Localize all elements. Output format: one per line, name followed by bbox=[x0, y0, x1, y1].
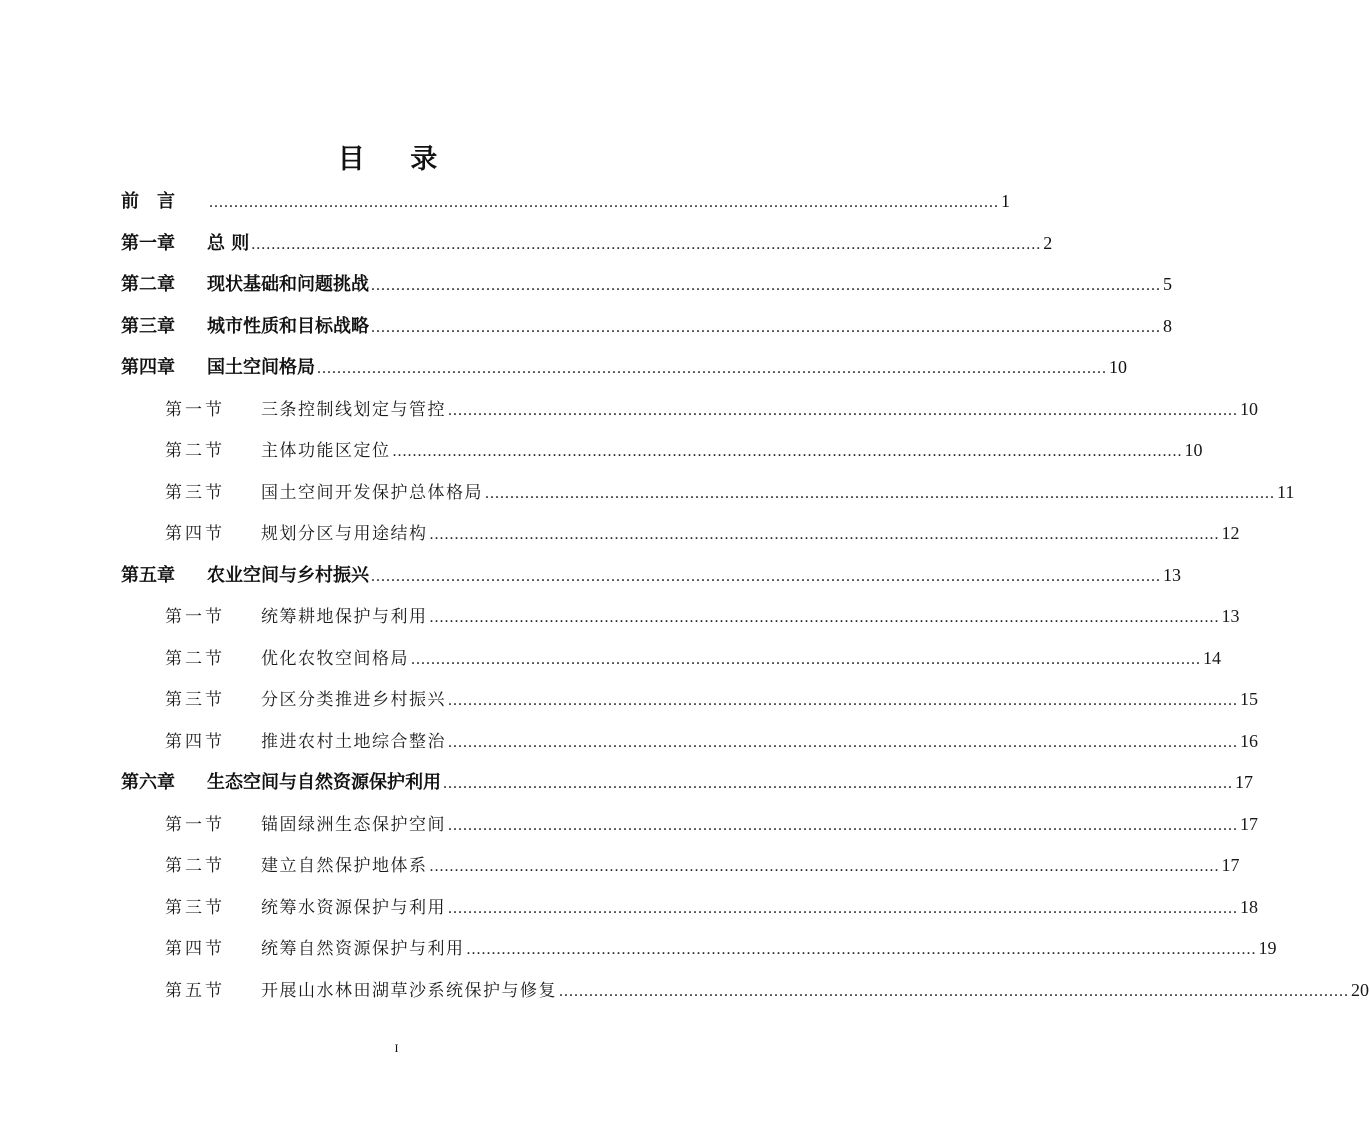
entry-page: 8 bbox=[1163, 316, 1172, 336]
entry-title: 国土空间格局 bbox=[207, 357, 315, 378]
entry-number: 第三节 bbox=[165, 690, 225, 710]
dot-leader: .............................................................................................................................................................. bbox=[559, 983, 1349, 1000]
toc-entry[interactable] bbox=[121, 228, 1053, 258]
entry-page: 17 bbox=[1221, 855, 1240, 875]
entry-title: 统筹自然资源保护与利用 bbox=[261, 939, 465, 959]
toc-entry[interactable] bbox=[121, 767, 1253, 797]
entry-title: 建立自然保护地体系 bbox=[261, 856, 428, 876]
dot-leader: .............................................................................................................................................................. bbox=[429, 526, 1220, 543]
toc-entry[interactable] bbox=[165, 477, 1295, 507]
entry-page: 5 bbox=[1163, 274, 1172, 294]
entry-number: 第一章 bbox=[121, 233, 175, 254]
toc-entry[interactable] bbox=[165, 892, 1258, 922]
entry-number: 第四节 bbox=[165, 732, 225, 752]
entry-title: 优化农牧空间格局 bbox=[261, 649, 409, 669]
dot-leader: .............................................................................................................................................................. bbox=[371, 319, 1161, 336]
entry-page: 11 bbox=[1277, 482, 1295, 502]
entry-title: 生态空间与自然资源保护利用 bbox=[207, 772, 441, 793]
dot-leader: .............................................................................................................................................................. bbox=[371, 568, 1161, 585]
toc-entry[interactable] bbox=[165, 933, 1277, 963]
entry-page: 16 bbox=[1240, 731, 1258, 751]
entry-page: 2 bbox=[1043, 233, 1053, 253]
entry-title: 三条控制线划定与管控 bbox=[261, 400, 446, 420]
entry-number: 前 言 bbox=[121, 191, 175, 212]
entry-number: 第三节 bbox=[165, 898, 225, 918]
entry-number: 第二节 bbox=[165, 649, 225, 669]
dot-leader: .............................................................................................................................................................. bbox=[317, 360, 1107, 377]
toc-entry[interactable] bbox=[165, 601, 1240, 631]
dot-leader: .............................................................................................................................................................. bbox=[466, 941, 1257, 958]
toc-entry[interactable] bbox=[165, 809, 1258, 839]
dot-leader: .............................................................................................................................................................. bbox=[251, 236, 1042, 253]
entry-title: 规划分区与用途结构 bbox=[261, 524, 428, 544]
entry-page: 1 bbox=[1001, 191, 1010, 211]
page-number-footer: I bbox=[394, 1041, 399, 1055]
dot-leader: .............................................................................................................................................................. bbox=[371, 277, 1161, 294]
toc-entry[interactable] bbox=[165, 643, 1221, 673]
toc-entry[interactable] bbox=[121, 352, 1127, 382]
entry-title: 推进农村土地综合整治 bbox=[261, 732, 446, 752]
entry-number: 第四节 bbox=[165, 939, 225, 959]
toc-entry[interactable] bbox=[121, 311, 1172, 341]
entry-page: 19 bbox=[1258, 938, 1277, 958]
entry-number: 第三节 bbox=[165, 483, 225, 503]
dot-leader: .............................................................................................................................................................. bbox=[429, 858, 1220, 875]
entry-title: 国土空间开发保护总体格局 bbox=[261, 483, 483, 503]
entry-number: 第四章 bbox=[121, 357, 175, 378]
toc-entry[interactable] bbox=[121, 186, 1010, 216]
toc-entry[interactable] bbox=[165, 726, 1258, 756]
entry-title: 农业空间与乡村振兴 bbox=[207, 565, 369, 586]
entry-page: 17 bbox=[1240, 814, 1258, 834]
dot-leader: .............................................................................................................................................................. bbox=[209, 194, 999, 211]
entry-number: 第一节 bbox=[165, 607, 225, 627]
entry-page: 15 bbox=[1240, 689, 1258, 709]
entry-title: 主体功能区定位 bbox=[261, 441, 391, 461]
entry-page: 10 bbox=[1240, 399, 1258, 419]
toc-entry[interactable] bbox=[165, 435, 1203, 465]
entry-title: 总 则 bbox=[207, 233, 250, 254]
entry-number: 第六章 bbox=[121, 772, 175, 793]
dot-leader: .............................................................................................................................................................. bbox=[392, 443, 1183, 460]
toc-entry[interactable] bbox=[165, 975, 1369, 1005]
entry-number: 第五节 bbox=[165, 981, 225, 1001]
entry-page: 12 bbox=[1221, 523, 1240, 543]
entry-title: 锚固绿洲生态保护空间 bbox=[261, 815, 446, 835]
entry-page: 14 bbox=[1203, 648, 1221, 668]
entry-page: 10 bbox=[1109, 357, 1127, 377]
entry-title: 分区分类推进乡村振兴 bbox=[261, 690, 446, 710]
dot-leader: .............................................................................................................................................................. bbox=[429, 609, 1220, 626]
entry-page: 13 bbox=[1221, 606, 1240, 626]
entry-number: 第五章 bbox=[121, 565, 175, 586]
dot-leader: .............................................................................................................................................................. bbox=[448, 402, 1238, 419]
toc-entry[interactable] bbox=[121, 560, 1181, 590]
dot-leader: .............................................................................................................................................................. bbox=[443, 775, 1233, 792]
entry-title: 统筹耕地保护与利用 bbox=[261, 607, 428, 627]
dot-leader: .............................................................................................................................................................. bbox=[411, 651, 1201, 668]
dot-leader: .............................................................................................................................................................. bbox=[448, 900, 1238, 917]
entry-page: 13 bbox=[1163, 565, 1181, 585]
toc-title: 目 录 bbox=[337, 144, 456, 175]
toc-entry[interactable] bbox=[165, 850, 1240, 880]
entry-number: 第二章 bbox=[121, 274, 175, 295]
toc-entry[interactable] bbox=[121, 269, 1172, 299]
entry-title: 统筹水资源保护与利用 bbox=[261, 898, 446, 918]
entry-title: 现状基础和问题挑战 bbox=[207, 274, 369, 295]
entry-number: 第一节 bbox=[165, 815, 225, 835]
entry-page: 18 bbox=[1240, 897, 1258, 917]
entry-page: 20 bbox=[1351, 980, 1369, 1000]
dot-leader: .............................................................................................................................................................. bbox=[485, 485, 1275, 502]
dot-leader: .............................................................................................................................................................. bbox=[448, 692, 1238, 709]
dot-leader: .............................................................................................................................................................. bbox=[448, 817, 1238, 834]
toc-entry[interactable] bbox=[165, 394, 1258, 424]
entry-number: 第三章 bbox=[121, 316, 175, 337]
entry-page: 10 bbox=[1184, 440, 1203, 460]
entry-page: 17 bbox=[1235, 772, 1253, 792]
entry-title: 开展山水林田湖草沙系统保护与修复 bbox=[261, 981, 557, 1001]
entry-number: 第四节 bbox=[165, 524, 225, 544]
dot-leader: .............................................................................................................................................................. bbox=[448, 734, 1238, 751]
entry-number: 第二节 bbox=[165, 441, 225, 461]
entry-title: 城市性质和目标战略 bbox=[207, 316, 369, 337]
entry-number: 第二节 bbox=[165, 856, 225, 876]
toc-entry[interactable] bbox=[165, 684, 1258, 714]
toc-entry[interactable] bbox=[165, 518, 1240, 548]
entry-number: 第一节 bbox=[165, 400, 225, 420]
